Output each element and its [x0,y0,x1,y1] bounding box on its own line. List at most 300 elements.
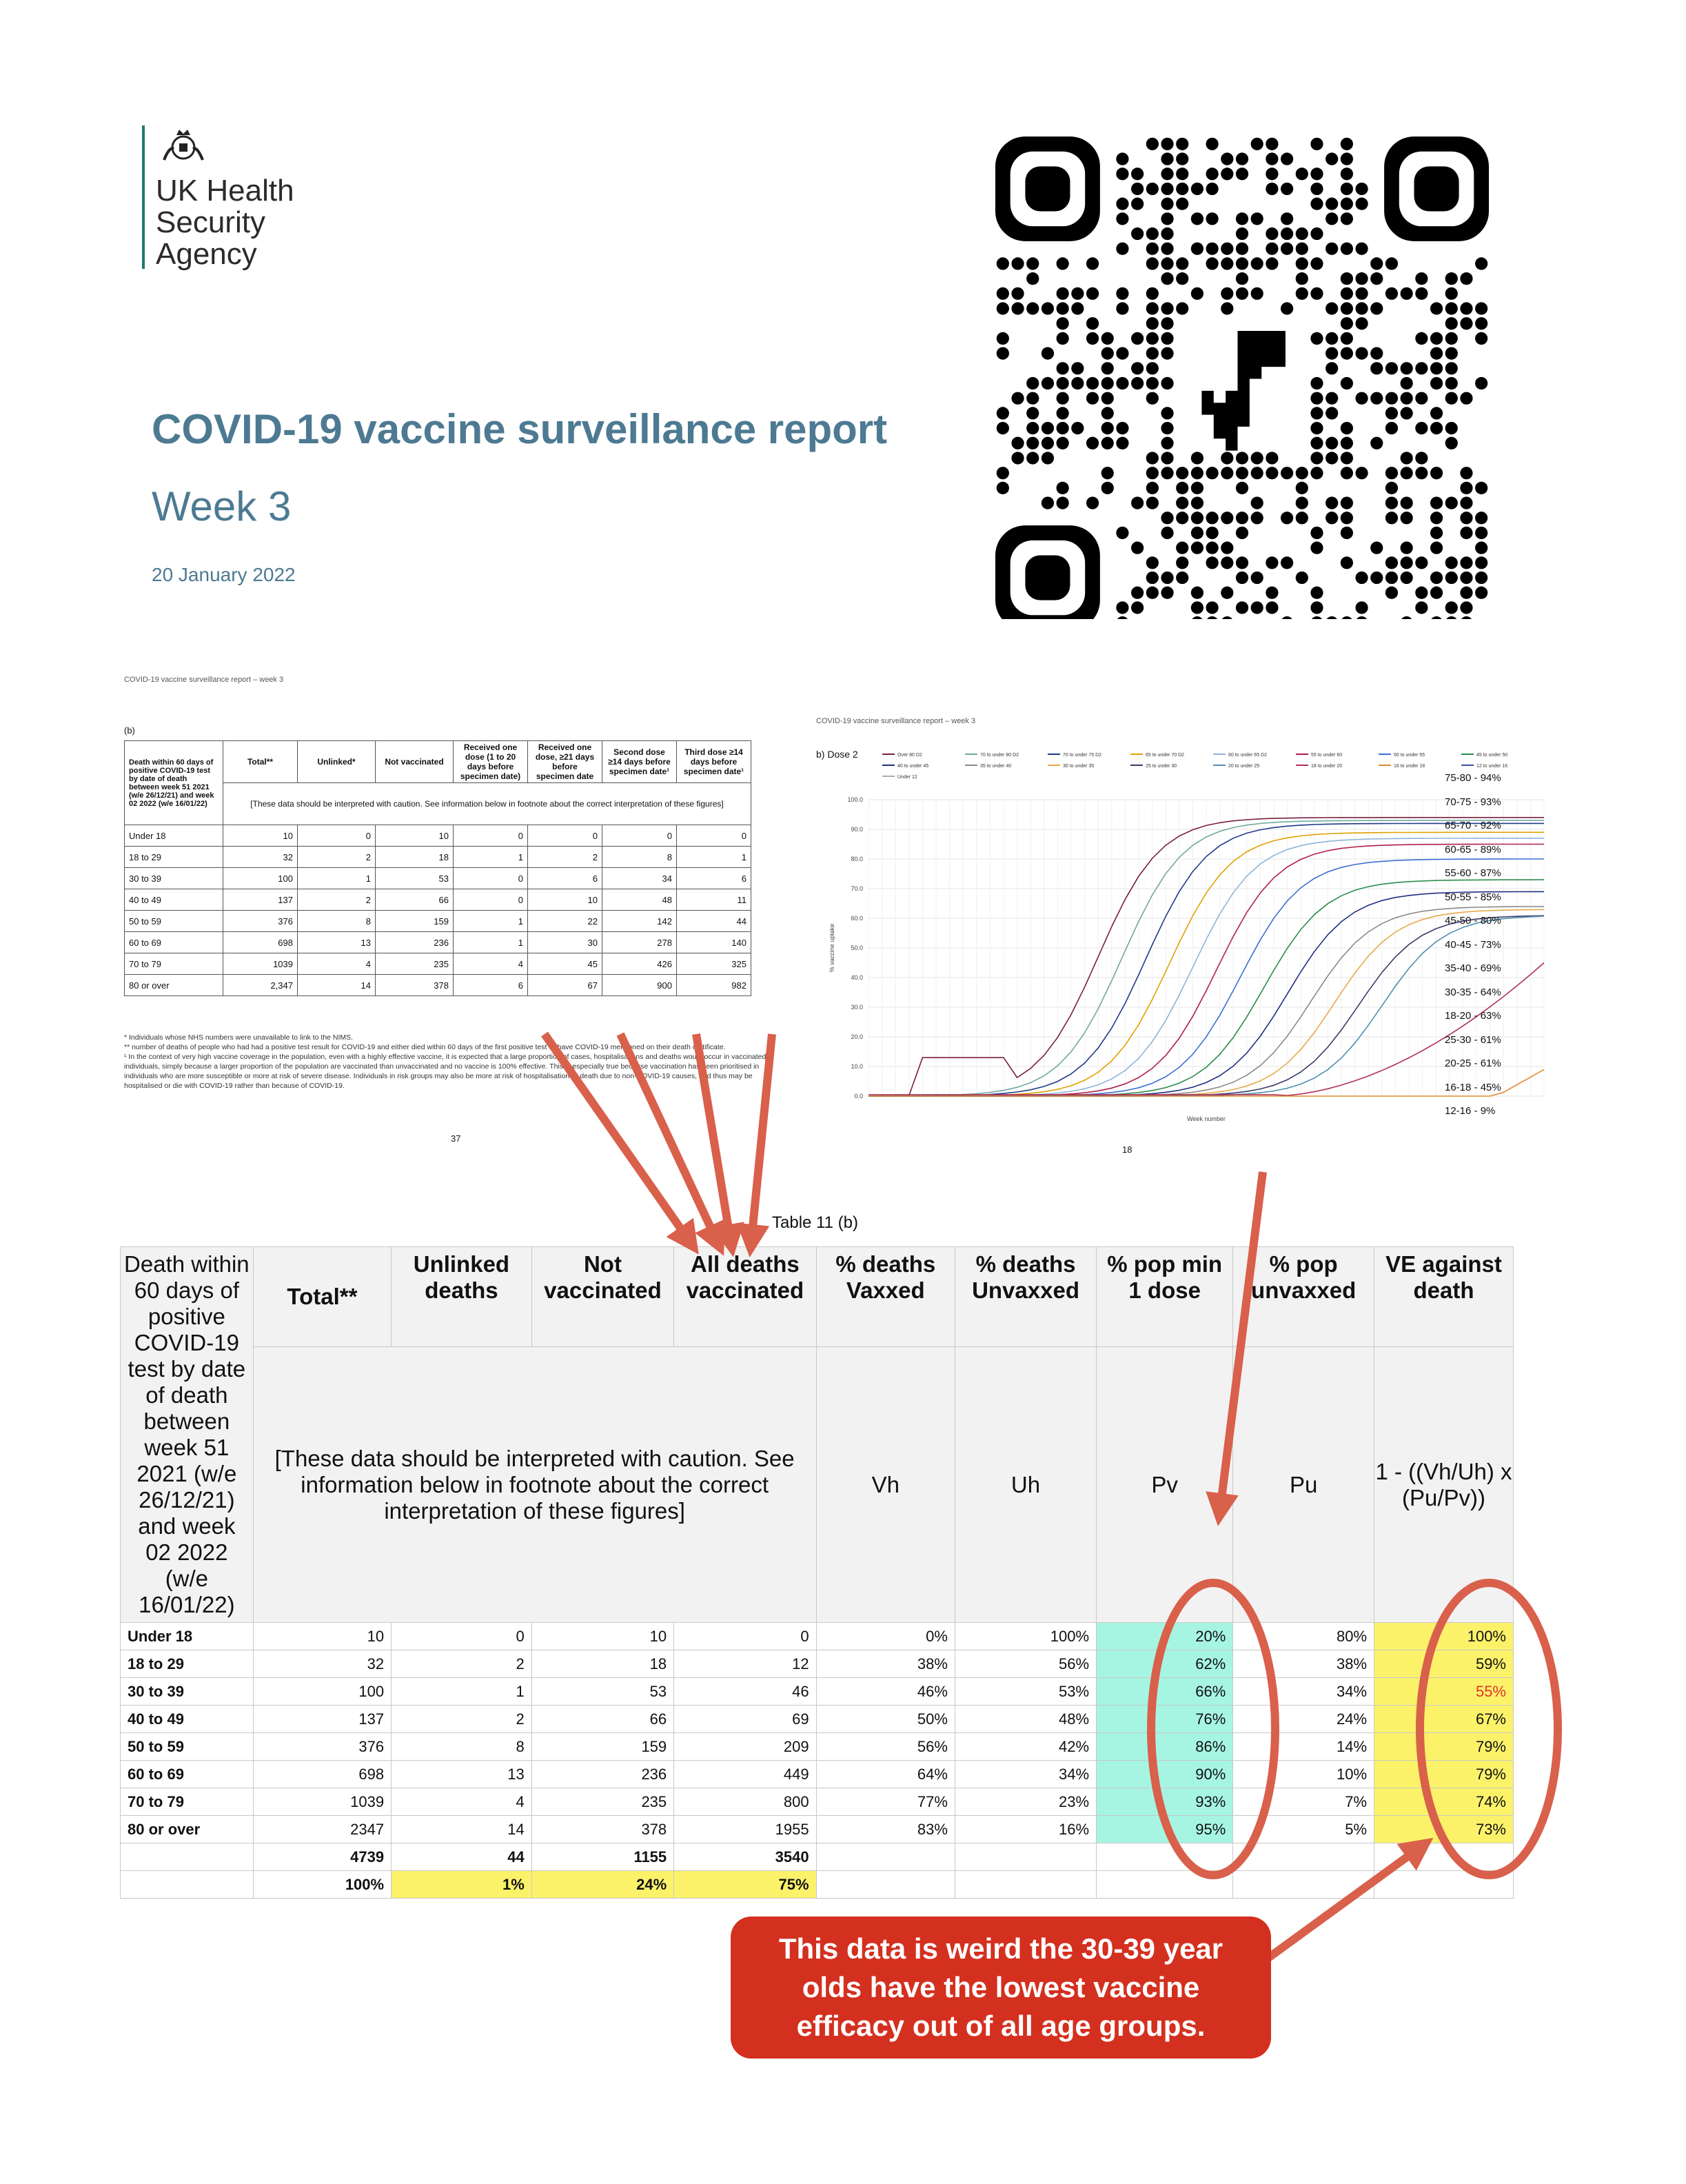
qr-module [1191,496,1203,509]
table-row [121,1623,1514,1650]
chart-final-label: 20-25 - 61% [1445,1058,1501,1069]
qr-module [1415,392,1428,405]
qr-module [1131,183,1144,195]
qr-module [1475,587,1487,599]
qr-module [1146,377,1159,390]
qr-module [1221,257,1233,270]
qr-module [1026,377,1039,390]
qr-module [1355,243,1368,255]
qr-module [1355,467,1368,479]
col-header-total: Total** [253,1247,391,1347]
qr-module [1221,302,1233,314]
qr-module [1415,332,1428,345]
qr-module [1430,496,1443,509]
qr-module [1191,601,1203,614]
qr-module [997,332,1009,345]
qr-module [1385,587,1398,599]
small-table-cell: 235 [376,953,454,975]
small-table-cell: 378 [376,975,454,996]
qr-module [1475,257,1487,270]
small-table-row [125,889,751,911]
empty-cell [1097,1843,1233,1871]
small-col-header: Received one dose (1 to 20 days before specimen date) [454,741,528,783]
small-col-header: Second dose ≥14 days before specimen date¹ [602,741,677,783]
qr-module [1296,572,1308,584]
table-cell: 46% [816,1678,955,1706]
qr-module [1161,452,1173,464]
small-col-header: Received one dose, ≥21 days before specimen date [528,741,602,783]
qr-module [1281,616,1293,619]
qr-module [997,287,1009,300]
qr-module [1026,257,1039,270]
qr-module [997,422,1009,434]
qr-module [1026,392,1039,405]
qr-module [1206,138,1218,150]
table-cell: 32 [253,1650,391,1678]
small-table-cell: 159 [376,911,454,932]
qr-module [1281,243,1293,255]
qr-module [1161,302,1173,314]
qr-module [1042,437,1054,449]
qr-module [1236,556,1248,569]
qr-module [997,467,1009,479]
qr-module [1445,347,1458,359]
small-table-cell: 60 to 69 [125,932,223,953]
qr-module [1445,272,1458,285]
qr-code[interactable] [995,136,1489,619]
chart-final-label: 16-18 - 45% [1445,1081,1501,1093]
table-cell: 0 [392,1623,532,1650]
report-week: Week 3 [152,483,292,529]
y-tick-label: 80.0 [851,856,863,862]
small-table-cell: 2 [298,889,376,911]
qr-module [1251,601,1263,614]
small-table-cell: 13 [298,932,376,953]
small-table-cell: 34 [602,868,677,889]
qr-module [1460,496,1472,509]
small-table-cell: 1 [454,932,528,953]
small-table-cell: 80 or over [125,975,223,996]
qr-module [1101,362,1114,374]
table-cell: 13 [392,1761,532,1788]
small-caution-note: [These data should be interpreted with caution. See information below in footnote about the correct interpretation of these figures] [223,783,751,825]
qr-module [1341,243,1353,255]
qr-module [1326,347,1338,359]
qr-module [1266,138,1278,150]
qr-module [1042,302,1054,314]
qr-module [1266,587,1278,599]
qr-module [1206,243,1218,255]
small-table-row [125,953,751,975]
symbol-vh: Vh [816,1347,955,1623]
qr-module [1460,601,1472,614]
qr-module [1460,392,1472,405]
qr-module [1236,467,1248,479]
qr-module [1146,392,1159,405]
qr-module [1086,332,1099,345]
qr-module [997,257,1009,270]
y-tick-label: 30.0 [851,1004,863,1011]
small-table-cell: 10 [376,825,454,847]
table-cell: 48% [955,1706,1096,1733]
small-table-cell: 48 [602,889,677,911]
qr-module [1445,332,1458,345]
qr-module [1281,556,1293,569]
legend-label: 60 to under 65 D2 [1228,753,1268,758]
table-cell: 2347 [253,1816,391,1843]
qr-module [1116,302,1128,314]
col-header-pop-unvaxxed: % pop unvaxxed [1233,1247,1374,1347]
qr-module [1445,317,1458,330]
qr-module [1341,437,1353,449]
qr-module [1026,422,1039,434]
summary-cell: 44 [392,1843,532,1871]
qr-module [1341,347,1353,359]
col-header-unlinked: Unlinked deaths [392,1247,532,1347]
table-cell: 1955 [674,1816,816,1843]
row-label: 70 to 79 [121,1788,254,1816]
qr-module [997,407,1009,419]
qr-module [1475,317,1487,330]
qr-module [1266,467,1278,479]
symbol-pu: Pu [1233,1347,1374,1623]
qr-module [1161,152,1173,165]
agency-name-line3: Agency [156,237,257,271]
table-cell: 18 [531,1650,673,1678]
small-table-cell: 4 [298,953,376,975]
qr-module [1057,332,1069,345]
qr-module [1281,302,1293,314]
qr-module [1191,482,1203,494]
qr-module [1191,527,1203,539]
table-cell: 66 [531,1706,673,1733]
qr-module [1042,422,1054,434]
qr-module [1430,542,1443,554]
qr-module [1460,302,1472,314]
row-label: 60 to 69 [121,1761,254,1788]
table-cell: 235 [531,1788,673,1816]
qr-module [1057,392,1069,405]
chart-final-label: 25-30 - 61% [1445,1033,1501,1046]
table-cell: 2 [392,1650,532,1678]
small-col-header: Death within 60 days of positive COVID-19 test by date of death between week 51 2021 (w/e 26/12/21) and week 02 2022 (w/e 16/01/22) [125,741,223,825]
small-table-cell: 10 [223,825,298,847]
qr-module [1191,243,1203,255]
qr-module [1430,362,1443,374]
qr-module [1131,377,1144,390]
qr-module [1042,452,1054,464]
table-cell: 5% [1233,1816,1374,1843]
empty-cell [1233,1871,1374,1899]
qr-module [1011,437,1024,449]
chart-final-label: 35-40 - 69% [1445,962,1501,974]
qr-module [1161,347,1173,359]
qr-module [1310,601,1323,614]
qr-module [1116,616,1128,619]
qr-module [1131,332,1144,345]
qr-module [1206,467,1218,479]
qr-module [1445,616,1458,619]
small-report-table [124,740,751,996]
col-header-death-window: Death within 60 days of positive COVID-19 test by date of death between week 51 2021 (w/e 26/12/21) and week 02 2022 (w/e 16/01/22) [121,1247,254,1623]
qr-module [1281,512,1293,524]
empty-cell [955,1871,1096,1899]
qr-module [1176,572,1188,584]
small-report-sub: (b) [124,725,135,736]
small-table-row [125,847,751,868]
qr-module [1296,228,1308,240]
qr-module [1370,437,1383,449]
qr-module [1131,362,1144,374]
qr-module [1236,272,1248,285]
chart-final-label: 75-80 - 94% [1445,772,1501,784]
qr-module [1430,587,1443,599]
qr-module [1430,407,1443,419]
qr-module [1341,138,1353,150]
qr-module [1146,257,1159,270]
qr-module [1236,527,1248,539]
qr-module [1401,467,1413,479]
qr-module [1131,168,1144,180]
qr-module [1266,452,1278,464]
qr-module [1281,467,1293,479]
qr-module [1131,228,1144,240]
qr-module [1296,257,1308,270]
table-cell: 159 [531,1733,673,1761]
qr-module [1430,422,1443,434]
qr-module [1251,287,1263,300]
qr-module [1131,542,1144,554]
qr-module [1026,452,1039,464]
table-cell: 50% [816,1706,955,1733]
table-row [121,1650,1514,1678]
qr-module [1146,287,1159,300]
qr-module [1326,302,1338,314]
qr-module [1161,317,1173,330]
qr-module [1057,407,1069,419]
table-cell: 16% [955,1816,1096,1843]
qr-module [1191,542,1203,554]
qr-module [1146,362,1159,374]
qr-module [1326,437,1338,449]
qr-module [1326,212,1338,225]
qr-module [1460,317,1472,330]
qr-module [1475,542,1487,554]
summary-cell: 1155 [531,1843,673,1871]
table-cell: 236 [531,1761,673,1788]
qr-module [1310,452,1323,464]
qr-module [1401,616,1413,619]
table-cell: 10 [531,1623,673,1650]
qr-module [1146,243,1159,255]
small-table-row [125,868,751,889]
small-table-cell: 142 [602,911,677,932]
small-table-cell: 50 to 59 [125,911,223,932]
qr-module [1415,452,1428,464]
qr-module [1042,377,1054,390]
legend-label: 70 to under 75 D2 [1063,753,1102,758]
qr-module [1341,422,1353,434]
qr-module [1026,407,1039,419]
table-cell: 83% [816,1816,955,1843]
table-cell: 80% [1233,1623,1374,1650]
qr-module [1057,496,1069,509]
table-cell: 64% [816,1761,955,1788]
qr-module [1310,467,1323,479]
qr-module [1370,542,1383,554]
small-table-cell: 22 [528,911,602,932]
qr-module [1236,452,1248,464]
qr-module [1401,572,1413,584]
qr-module [1101,407,1114,419]
qr-module [1401,287,1413,300]
small-table-row [125,932,751,953]
dinosaur-icon [1201,331,1286,451]
table-cell: 77% [816,1788,955,1816]
qr-module [1310,392,1323,405]
qr-module [1445,287,1458,300]
qr-module [1236,257,1248,270]
table-cell: 38% [816,1650,955,1678]
qr-module [1341,616,1353,619]
qr-module [1460,616,1472,619]
qr-module [1116,243,1128,255]
table-cell: 62% [1097,1650,1233,1678]
qr-module [1326,362,1338,374]
table-cell: 76% [1097,1706,1233,1733]
legend-label: 70 to under 80 D2 [980,753,1019,758]
qr-module [1415,587,1428,599]
small-table-cell: 0 [602,825,677,847]
qr-module [1131,198,1144,210]
table-cell: 90% [1097,1761,1233,1788]
small-table-cell: 137 [223,889,298,911]
qr-module [1385,407,1398,419]
qr-module [1401,377,1413,390]
table-cell: 20% [1097,1623,1233,1650]
qr-module [1430,467,1443,479]
qr-module [1176,512,1188,524]
small-table-cell: Under 18 [125,825,223,847]
empty-cell [1097,1871,1233,1899]
qr-module [1191,512,1203,524]
table-cell: 93% [1097,1788,1233,1816]
table-row [121,1788,1514,1816]
agency-name-line2: Security [156,205,265,239]
chart-final-label: 70-75 - 93% [1445,796,1501,808]
qr-module [1445,377,1458,390]
qr-module [1026,272,1039,285]
qr-module [1430,377,1443,390]
table-cell: 38% [1233,1650,1374,1678]
summary-cell: 100% [253,1871,391,1899]
qr-module [1146,228,1159,240]
qr-module [1011,287,1024,300]
chart-final-label: 60-65 - 89% [1445,843,1501,856]
small-table-cell: 6 [528,868,602,889]
qr-module [1430,347,1443,359]
qr-module [1341,512,1353,524]
small-table-cell: 1 [298,868,376,889]
table-cell: 100% [955,1623,1096,1650]
table-cell: 53% [955,1678,1096,1706]
qr-module [1146,467,1159,479]
qr-module [1415,556,1428,569]
qr-module [1131,601,1144,614]
table-cell: 376 [253,1733,391,1761]
qr-module [1116,377,1128,390]
qr-module [1101,467,1114,479]
table-cell: 34% [1233,1678,1374,1706]
qr-module [1415,362,1428,374]
qr-module [1415,287,1428,300]
qr-module [1161,183,1173,195]
legend-label: 12 to under 16 [1476,764,1508,769]
qr-module [1101,347,1114,359]
qr-module [1385,467,1398,479]
qr-module [1430,512,1443,524]
legend-label: 45 to under 50 [1476,753,1508,758]
qr-module [1370,362,1383,374]
qr-module [1101,392,1114,405]
small-table-cell: 45 [528,953,602,975]
summary-cell: 3540 [674,1843,816,1871]
qr-module [1116,287,1128,300]
small-table-cell: 426 [602,953,677,975]
qr-module [1266,168,1278,180]
qr-module [1341,452,1353,464]
qr-module [1445,302,1458,314]
qr-module [1161,168,1173,180]
table-cell: 0 [674,1623,816,1650]
qr-module [1191,587,1203,599]
qr-module [1221,168,1233,180]
chart-final-label: 30-35 - 64% [1445,986,1501,998]
qr-module [1176,302,1188,314]
qr-module [1057,422,1069,434]
y-tick-label: 90.0 [851,826,863,833]
qr-module [1460,272,1472,285]
y-tick-label: 100.0 [847,796,863,803]
small-table-cell: 10 [528,889,602,911]
qr-module [1221,467,1233,479]
table-cell: 46 [674,1678,816,1706]
qr-module [1310,377,1323,390]
qr-module [1296,482,1308,494]
chart-final-label: 65-70 - 92% [1445,820,1501,831]
qr-module [1236,152,1248,165]
logo-bar [142,125,145,269]
annotation-callout [731,1917,1271,2059]
qr-module [1161,572,1173,584]
qr-module [1445,572,1458,584]
qr-module [1341,332,1353,345]
qr-module [1042,496,1054,509]
qr-module [1430,332,1443,345]
qr-module [1281,152,1293,165]
qr-module [1281,183,1293,195]
qr-module [1191,287,1203,300]
small-table-cell: 4 [454,953,528,975]
qr-module [1071,377,1084,390]
qr-module [1475,527,1487,539]
qr-module [1460,482,1472,494]
qr-module [1310,287,1323,300]
footnote: ¹ In the context of very high vaccine coverage in the population, even with a highly effective vaccine, it is expected that a large proportion of cases, hospitalisations and deaths would occur in vaccinated individuals, simply because a larger proportion of the population are vaccinated than unvaccinated and no vaccine is 100% effective. This is especially true because vaccination has been prioritised in individuals who are more susceptible or more at risk of severe disease. Individuals in risk groups may also be more at risk of hospitalisation or death due to non-COVID-19 causes, and thus may be hospitalised or die with COVID-19 rather than because of COVID-19. [124,1053,766,1090]
qr-module [1401,392,1413,405]
qr-module [1475,482,1487,494]
qr-module [1355,572,1368,584]
